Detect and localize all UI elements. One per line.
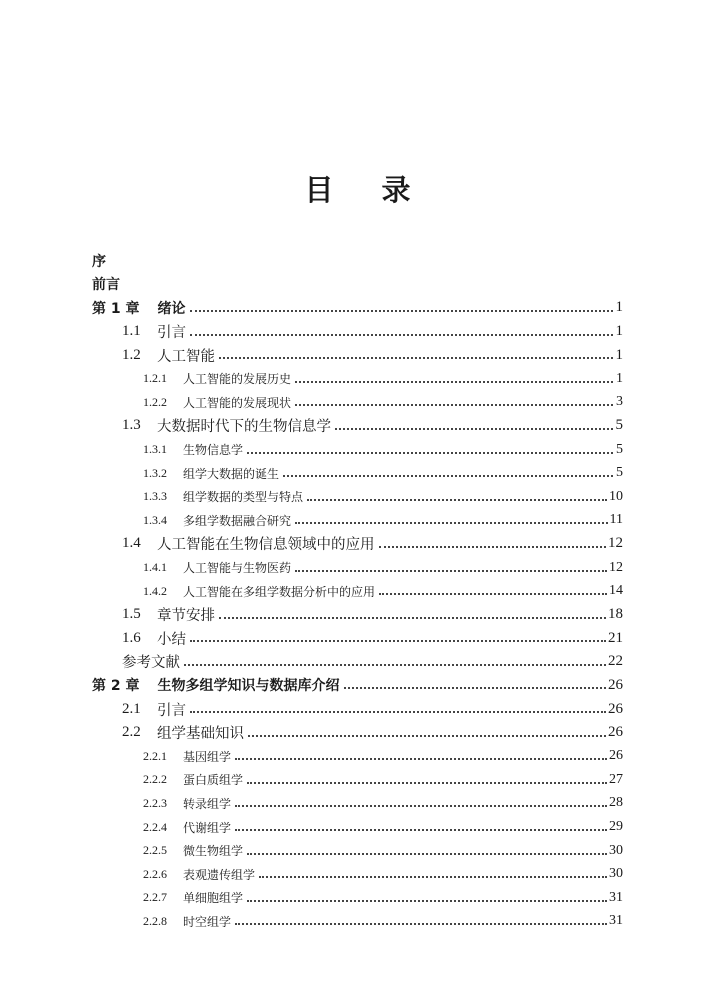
toc-entry-text: 人工智能与生物医药 <box>183 561 292 576</box>
toc-entry-number: 1.3 <box>122 417 141 434</box>
toc-leader-dots <box>190 702 606 716</box>
toc-section[interactable] <box>92 627 623 651</box>
toc-entry-text: 生物信息学 <box>183 443 244 458</box>
toc-section[interactable] <box>92 320 623 344</box>
toc-entry-number: 1.5 <box>122 606 141 623</box>
toc-leader-dots <box>379 584 607 598</box>
toc-leader-dots <box>259 867 607 881</box>
toc-entry-number: 第 1 章 <box>92 300 140 317</box>
toc-page-number: 21 <box>608 629 623 646</box>
toc-entry-text: 单细胞组学 <box>183 891 244 906</box>
toc-leader-dots <box>219 608 606 622</box>
toc-entry-number: 1.4.1 <box>143 560 167 575</box>
toc-page-number: 14 <box>609 583 623 599</box>
toc-entry-text: 基因组学 <box>183 749 232 764</box>
toc-section[interactable] <box>92 367 623 391</box>
toc-entry-number: 2.2.1 <box>143 748 167 763</box>
toc-entry-text: 人工智能 <box>157 348 215 365</box>
toc-entry-number: 1.3.3 <box>143 489 167 504</box>
toc-leader-dots <box>235 914 607 928</box>
toc-entry-number: 1.4.2 <box>143 583 167 598</box>
toc-entry-number: 2.2.8 <box>143 913 167 928</box>
toc-entry-text: 绪论 <box>157 300 186 317</box>
toc-entry-number: 2.1 <box>122 700 141 717</box>
toc-entry-text: 引言 <box>157 702 186 719</box>
toc-front-preface[interactable] <box>92 249 623 273</box>
toc-section[interactable] <box>92 744 623 768</box>
toc-entry-number: 2.2.3 <box>143 795 167 810</box>
toc-entry-text: 人工智能的发展历史 <box>183 372 292 387</box>
toc-leader-dots <box>295 561 607 575</box>
toc-entry-text: 前言 <box>92 277 120 294</box>
toc-page-number: 1 <box>615 299 623 316</box>
toc-entry-number: 2.2.4 <box>143 819 167 834</box>
toc-page-number: 1 <box>615 323 623 340</box>
toc-entry-text: 章节安排 <box>157 608 215 625</box>
toc-entry-number: 1.6 <box>122 629 141 646</box>
toc-leader-dots <box>379 537 607 551</box>
toc-entry-text: 表观遗传组学 <box>183 867 256 882</box>
toc-entry-number: 2.2 <box>122 724 141 741</box>
toc-leader-dots <box>247 773 607 787</box>
toc-page-number: 18 <box>608 606 623 623</box>
toc-entry-number: 1.3.4 <box>143 512 167 527</box>
toc-entry-text: 代谢组学 <box>183 820 232 835</box>
toc-leader-dots <box>247 443 613 457</box>
toc-leader-dots <box>235 796 607 810</box>
toc-entry-text: 转录组学 <box>183 796 232 811</box>
toc-entry-text: 引言 <box>157 325 186 342</box>
toc-leader-dots <box>184 655 606 669</box>
toc-leader-dots <box>190 301 614 315</box>
title-char-1: 目 <box>304 173 334 207</box>
toc-page-number: 1 <box>615 346 623 363</box>
toc-entry-number: 2.2.2 <box>143 772 167 787</box>
toc-entry-number: 2.2.5 <box>143 843 167 858</box>
toc-page-number: 11 <box>609 512 623 528</box>
toc-entry-number: 1.1 <box>122 323 141 340</box>
toc-page-number: 31 <box>609 889 623 905</box>
toc-section[interactable] <box>92 579 623 603</box>
toc-page-number: 5 <box>616 441 623 457</box>
toc-entries <box>92 296 623 933</box>
toc-leader-dots <box>295 513 608 527</box>
toc-leader-dots <box>235 820 607 834</box>
toc-leader-dots <box>283 466 613 480</box>
toc-section[interactable] <box>92 721 623 745</box>
toc-leader-dots <box>344 678 607 692</box>
toc-section[interactable] <box>92 532 623 556</box>
toc-entry-number: 1.2.2 <box>143 394 167 409</box>
toc-section[interactable] <box>92 438 623 462</box>
toc-leader-dots <box>190 631 606 645</box>
toc-entry-number: 1.4 <box>122 535 141 552</box>
toc-leader-dots <box>335 419 613 433</box>
toc-entry-text: 大数据时代下的生物信息学 <box>157 419 331 436</box>
toc-entry-number: 2.2.6 <box>143 866 167 881</box>
toc-entry-text: 人工智能在多组学数据分析中的应用 <box>183 584 376 599</box>
toc-leader-dots <box>235 749 607 763</box>
table-of-contents <box>92 249 623 933</box>
toc-entry-text: 蛋白质组学 <box>183 773 244 788</box>
toc-entry-text: 人工智能在生物信息领域中的应用 <box>157 537 375 554</box>
toc-leader-dots <box>247 891 607 905</box>
toc-section[interactable] <box>92 697 623 721</box>
toc-section[interactable] <box>92 792 623 816</box>
toc-leader-dots <box>307 490 607 504</box>
toc-section[interactable] <box>92 461 623 485</box>
toc-entry-text: 组学大数据的诞生 <box>183 466 280 481</box>
toc-page-number: 29 <box>609 819 623 835</box>
toc-page-number: 26 <box>608 676 623 693</box>
toc-section[interactable] <box>92 815 623 839</box>
toc-page-number: 31 <box>609 913 623 929</box>
toc-page-number: 30 <box>609 866 623 882</box>
toc-page-number: 5 <box>616 465 623 481</box>
toc-page-number: 28 <box>609 795 623 811</box>
toc-page-number: 10 <box>609 488 623 504</box>
title-char-2: 录 <box>381 173 411 207</box>
toc-leader-dots <box>295 372 613 386</box>
toc-entry-text: 组学数据的类型与特点 <box>183 490 304 505</box>
toc-entry-text: 微生物组学 <box>183 844 244 859</box>
toc-chapter[interactable] <box>92 674 623 698</box>
toc-chapter[interactable] <box>92 296 623 320</box>
toc-page-number: 27 <box>609 771 623 787</box>
toc-front-foreword[interactable] <box>92 273 623 297</box>
toc-section[interactable] <box>92 886 623 910</box>
toc-page-number: 12 <box>609 559 623 575</box>
toc-leader-dots <box>295 395 613 409</box>
toc-entry-text: 参考文献 <box>122 655 180 672</box>
toc-references[interactable] <box>92 650 623 674</box>
page-title <box>0 168 715 209</box>
toc-entry-text: 多组学数据融合研究 <box>183 513 292 528</box>
toc-section[interactable] <box>92 485 623 509</box>
toc-section[interactable] <box>92 556 623 580</box>
toc-entry-number: 1.3.1 <box>143 442 167 457</box>
toc-page-number: 26 <box>608 724 623 741</box>
toc-section[interactable] <box>92 603 623 627</box>
toc-entry-text: 组学基础知识 <box>157 726 244 743</box>
toc-section[interactable] <box>92 509 623 533</box>
toc-leader-dots <box>248 726 606 740</box>
toc-entry-number: 1.2 <box>122 346 141 363</box>
toc-page-number: 5 <box>615 417 623 434</box>
toc-page-number: 22 <box>608 653 623 670</box>
toc-section[interactable] <box>92 862 623 886</box>
toc-entry-text: 人工智能的发展现状 <box>183 395 292 410</box>
toc-section[interactable] <box>92 768 623 792</box>
toc-entry-number: 第 2 章 <box>92 678 140 695</box>
toc-page-number: 12 <box>608 535 623 552</box>
toc-section[interactable] <box>92 910 623 934</box>
toc-section[interactable] <box>92 414 623 438</box>
toc-leader-dots <box>219 348 613 362</box>
toc-entry-number: 2.2.7 <box>143 890 167 905</box>
toc-page-number: 26 <box>609 748 623 764</box>
toc-entry-number: 1.2.1 <box>143 371 167 386</box>
toc-page-number: 1 <box>616 370 623 386</box>
toc-leader-dots <box>190 325 613 339</box>
toc-entry-text: 时空组学 <box>183 914 232 929</box>
toc-page-number: 3 <box>616 394 623 410</box>
toc-section[interactable] <box>92 839 623 863</box>
toc-section[interactable] <box>92 391 623 415</box>
toc-leader-dots <box>247 844 607 858</box>
toc-entry-text: 小结 <box>157 631 186 648</box>
toc-entry-number: 1.3.2 <box>143 465 167 480</box>
toc-section[interactable] <box>92 343 623 367</box>
toc-page-number: 26 <box>608 700 623 717</box>
toc-entry-text: 生物多组学知识与数据库介绍 <box>157 678 340 695</box>
toc-entry-text: 序 <box>92 253 106 270</box>
toc-page-number: 30 <box>609 842 623 858</box>
